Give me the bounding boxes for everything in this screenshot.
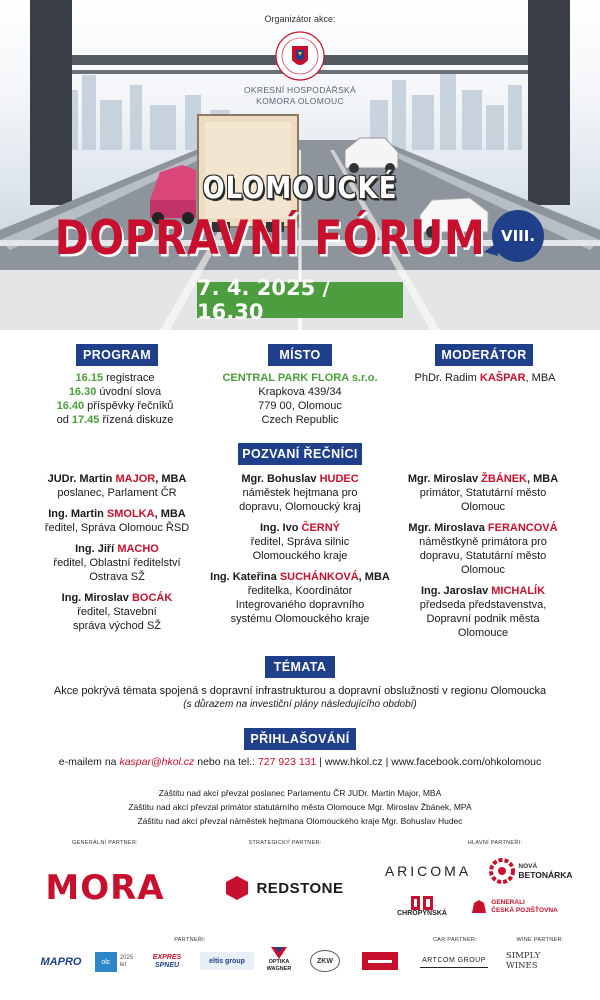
place-country: Czech Republic [261, 414, 339, 426]
patronage-line: Záštitu nad akcí převzal náměstek hejtmana Olomouckého kraje Mgr. Bohuslav Hudec [137, 816, 463, 826]
speaker: Ing. Ivo ČERNÝ ředitel, Správa silnic Olomouckého kraje [250, 522, 350, 562]
simply-wines-logo: SIMPLY WINES [506, 951, 541, 971]
place-city: 779 00, Olomouc [258, 400, 342, 412]
topics-text: Akce pokrývá témata spojená s dopravní infrastrukturou a dopravní obslužnosti v regionu Olomoucka [53, 685, 547, 697]
program-list [20, 371, 210, 427]
artcom-group-logo: ARTCOM GROUP [420, 954, 488, 968]
registration-contacts: e-mailem na kaspar@hkol.cz nebo na tel.: 727 923 131 | www.hkol.cz | www.facebook.com/ohkolomouc [58, 756, 542, 768]
organizer-name-line1: OKRESNÍ HOSPODÁŘSKÁ [244, 85, 356, 95]
moderator-info: PhDr. Radim KAŠPAR, MBA [414, 372, 556, 384]
speakers-left-column [22, 472, 212, 640]
hero-banner [0, 0, 600, 330]
patronage-line: Záštitu nad akcí převzal poslanec Parlamentu ČR JUDr. Martin Major, MBA [158, 788, 442, 798]
speaker: Ing. Kateřina SUCHÁNKOVÁ, MBA ředitelka, Koordinátor Integrovaného dopravního systému Olomouckého kraje [210, 571, 390, 625]
registration-heading: PŘIHLAŠOVÁNÍ [244, 728, 356, 750]
generali-lion-icon [470, 899, 488, 915]
eltis-group-logo: eltis group [200, 952, 254, 970]
patronage-line: Záštitu nad akcí převzal primátor statutárního města Olomouce Mgr. Miroslav Žbánek, MPA [128, 802, 472, 812]
place-info [200, 371, 400, 427]
topics-heading: TÉMATA [265, 656, 335, 678]
organizer-name [200, 85, 400, 107]
place-street: Krapkova 439/34 [258, 386, 342, 398]
event-date-time: 7. 4. 2025 / 16.30 [197, 282, 403, 318]
redstone-logo: REDSTONE [214, 870, 354, 906]
web-links[interactable]: | www.hkol.cz | www.facebook.com/ohkolomouc [316, 756, 542, 768]
place-heading: MÍSTO [268, 344, 332, 366]
aricoma-logo: ARICOMA [384, 863, 472, 879]
speaker: Ing. Jiří MACHO ředitel, Oblastní ředitelství Ostrava SŽ [53, 543, 181, 583]
program-item: 16.30 úvodní slova [68, 386, 162, 398]
car-partner-label: CAR PARTNER: [432, 937, 478, 943]
organizer-label: Organizátor akce: [264, 14, 336, 24]
main-partners-label: HLAVNÍ PARTNEŘI: [467, 840, 523, 846]
chropynska-mark-icon [411, 896, 433, 910]
moderator-heading: MODERÁTOR [435, 344, 533, 366]
edition-badge: VIII. [492, 210, 544, 262]
speaker: Ing. Jaroslav MICHALÍK předseda představenstva, Dopravní podnik města Olomouce [419, 585, 547, 639]
partners-label: PARTNEŘI: [174, 937, 206, 943]
general-partner-label: GENERÁLNÍ PARTNER: [71, 840, 138, 846]
nova-betonarka-logo: NOVÁ BETONÁRKA [486, 856, 576, 886]
event-title-small: OLOMOUCKÉ [202, 171, 398, 207]
chamber-emblem-icon [270, 30, 330, 86]
mapro-logo: MAPRO [40, 956, 82, 968]
email-link[interactable]: kaspar@hkol.cz [119, 756, 195, 768]
olc-logo: olc 2025 let [90, 951, 138, 973]
organizer-name-line2: KOMORA OLOMOUC [256, 96, 344, 106]
optika-wagner-logo: OPTIKA WAGNER [262, 944, 296, 976]
red-partner-mark-icon [368, 960, 392, 963]
speaker: Mgr. Bohuslav HUDEC náměstek hejtmana pro dopravu, Olomoucký kraj [239, 473, 361, 513]
program-item: 16.15 registrace [75, 372, 155, 384]
program-item: 16.40 příspěvky řečníků [56, 400, 174, 412]
red-partner-logo [362, 952, 398, 970]
expres-spneu-logo: EXPRES SPNEU [152, 954, 182, 969]
speaker: Ing. Martin SMOLKA, MBA ředitel, Správa Olomouc ŘSD [44, 508, 190, 534]
place-name: CENTRAL PARK FLORA s.r.o. [222, 372, 378, 384]
zkw-logo: ZKW [310, 950, 340, 972]
strategic-partner-label: STRATEGICKÝ PARTNER: [248, 840, 322, 846]
program-heading: PROGRAM [76, 344, 158, 366]
speakers-middle-column [205, 472, 395, 633]
speaker: Mgr. Miroslava FERANCOVÁ náměstkyně primátora pro dopravu, Statutární město Olomouc [408, 522, 558, 576]
event-title-big: DOPRAVNÍ FÓRUM [54, 210, 486, 266]
speakers-heading: POZVANÍ ŘEČNÍCI [238, 443, 362, 465]
redstone-hexagon-icon [224, 875, 250, 901]
program-item: od 17.45 řízená diskuze [56, 414, 174, 426]
mora-logo: MORA [45, 868, 165, 908]
wine-partner-label: WINE PARTNER: [516, 937, 564, 943]
betonarka-gear-icon [489, 858, 515, 884]
speakers-right-column [388, 472, 578, 647]
chropynska-logo: CHROPYNSKÁ [390, 892, 454, 920]
speaker: JUDr. Martin MAJOR, MBA poslanec, Parlament ČR [47, 473, 187, 499]
phone-link[interactable]: 727 923 131 [257, 756, 317, 768]
speaker: Mgr. Miroslav ŽBÁNEK, MBA primátor, Statutární město Olomouc [407, 473, 559, 513]
topics-note: (s důrazem na investiční plány následujícího období) [183, 699, 417, 710]
speaker: Ing. Miroslav BOCÁK ředitel, Stavební správa východ SŽ [61, 592, 173, 632]
generali-logo: GENERALI ČESKÁ POJIŠŤOVNA [464, 896, 564, 918]
optika-wagner-mark-icon [271, 947, 287, 959]
